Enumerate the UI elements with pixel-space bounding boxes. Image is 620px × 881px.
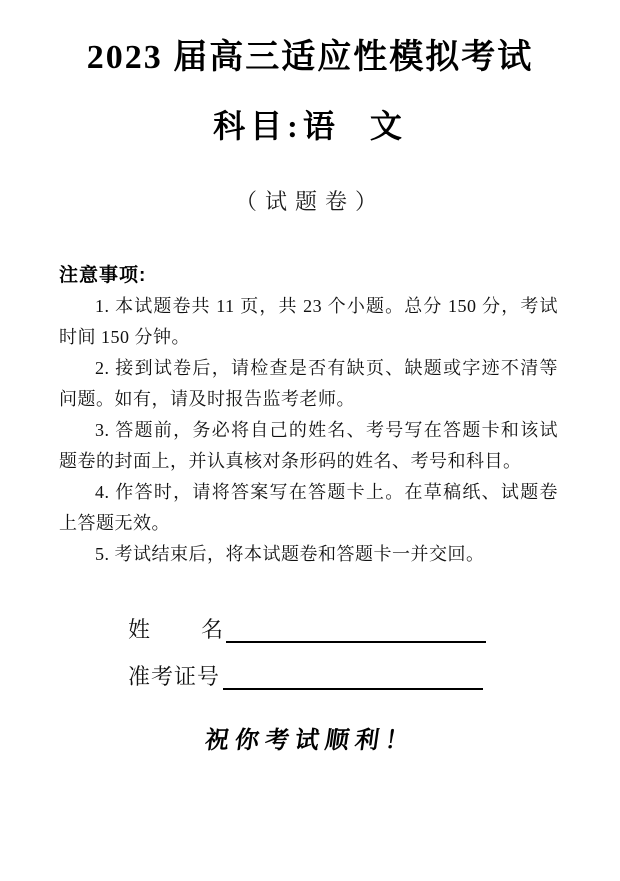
subject-title [0, 106, 620, 146]
notice-item: 2. 接到试卷后，请检查是否有缺页、缺题或字迹不清等问题。如有，请及时报告监考老师。 [59, 358, 558, 409]
notice-item: 1. 本试题卷共 11 页，共 23 个小题。总分 150 分，考试时间 150 分钟。 [59, 296, 558, 347]
name-field-label [128, 615, 223, 645]
subject-suffix: 文 [369, 108, 407, 144]
subject-prefix: 科目:语 [213, 108, 340, 144]
id-underline [223, 688, 483, 690]
notice-section [0, 260, 620, 570]
paper-type-label: （试题卷） [234, 189, 385, 214]
name-field-row [128, 615, 620, 645]
notice-item: 3. 答题前，务必将自己的姓名、考号写在答题卡和该试题卷的封面上，并认真核对条形码的姓名、考号和科目。 [59, 420, 558, 471]
id-field-row [128, 662, 620, 692]
name-underline [226, 641, 486, 643]
name-label-last: 名 [200, 617, 223, 642]
page-title: 2023 届高三适应性模拟考试 [86, 39, 534, 76]
candidate-info-section [128, 615, 620, 692]
id-field-label: 准考证号 [128, 664, 221, 689]
notice-list [59, 291, 558, 570]
notice-heading: 注意事项: [59, 265, 147, 286]
name-label-first: 姓 [128, 617, 151, 642]
notice-item: 5. 考试结束后，将本试题卷和答题卡一并交回。 [95, 544, 485, 564]
slogan-text: 祝你考试顺利！ [203, 728, 417, 754]
notice-item: 4. 作答时，请将答案写在答题卡上。在草稿纸、试题卷上答题无效。 [59, 482, 558, 533]
